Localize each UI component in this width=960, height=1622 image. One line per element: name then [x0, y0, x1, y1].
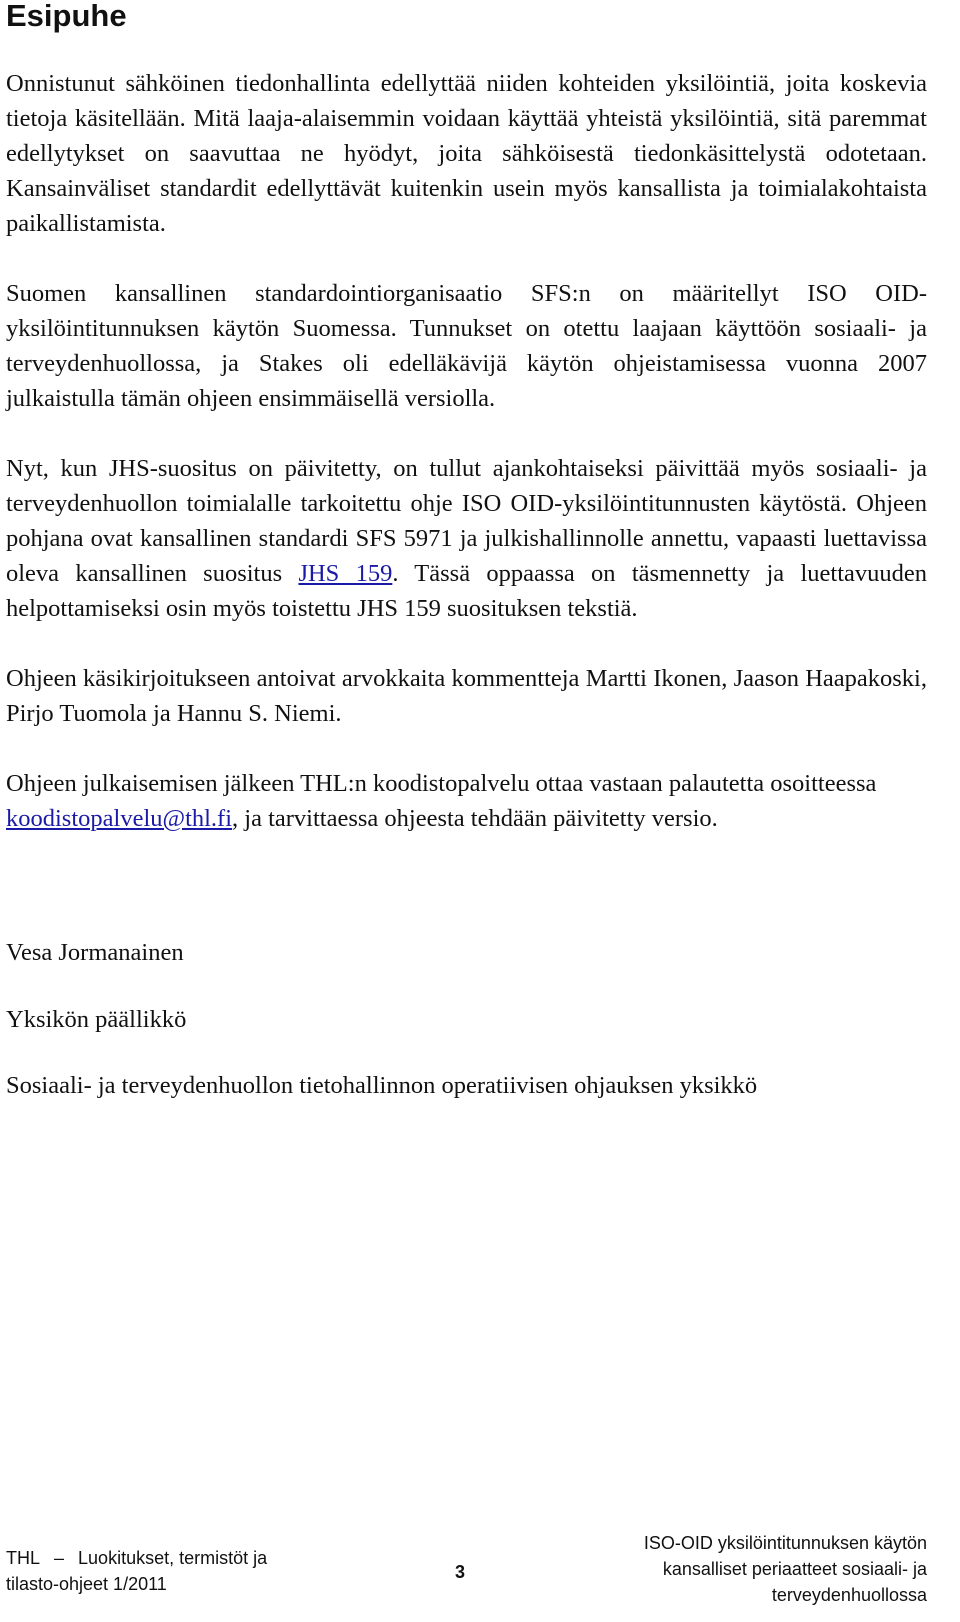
footer-series	[6, 1545, 326, 1597]
footer-org: THL	[6, 1548, 41, 1568]
footer-title-line-1: ISO-OID yksilöintitunnuksen käytön	[643, 1533, 927, 1553]
jhs-159-link[interactable]: JHS 159	[298, 560, 393, 587]
paragraph-5-text-a: Ohjeen julkaisemisen jälkeen THL:n koodistopalvelu ottaa vastaan palautetta osoitteessa	[6, 770, 877, 797]
page-heading: Esipuhe	[6, 0, 127, 33]
signature-unit: Sosiaali- ja terveydenhuollon tietohallinnon operatiivisen ohjauksen yksikkö	[6, 1072, 758, 1099]
signature-name: Vesa Jormanainen	[6, 939, 184, 966]
footer-title-line-3: terveydenhuollossa	[771, 1585, 927, 1605]
page-number: 3	[455, 1562, 466, 1582]
paragraph-1: Onnistunut sähköinen tiedonhallinta edellyttää niiden kohteiden yksilöintiä, joita koskevia tietoja käsitellään. Mitä laaja-alaisemmin voidaan käyttää yhteistä yksilöintiä, sitä paremmat edellytykset on saavuttaa ne hyödyt, joita sähköisestä tiedonkäsittelystä odotetaan. Kansainväliset standardit edellyttävät kuitenkin usein myös kansallista ja toimialakohtaista paikallistamista.	[6, 70, 927, 237]
signature-title: Yksikön päällikkö	[6, 1006, 187, 1033]
footer-doc-title	[547, 1530, 927, 1608]
paragraph-3-text-b: . Tässä oppaassa on täsmennetty ja luettavuuden helpottamiseksi osin myös toistettu JHS 159 suosituksen tekstiä.	[6, 560, 927, 622]
paragraph-2: Suomen kansallinen standardointiorganisaatio SFS:n on määritellyt ISO OID-yksilöintitunnuksen käytön Suomessa. Tunnukset on otettu laajaan käyttöön sosiaali- ja terveydenhuollossa, ja Stakes oli edelläkävijä käytön ohjeistamisessa vuonna 2007 julkaistulla tämän ohjeen ensimmäisellä versiolla.	[6, 280, 927, 412]
page-footer	[0, 1533, 960, 1622]
footer-title-line-2: kansalliset periaatteet sosiaali- ja	[662, 1559, 927, 1579]
paragraph-5-text-b: , ja tarvittaessa ohjeesta tehdään päivitetty versio.	[232, 805, 718, 832]
paragraph-3	[6, 451, 927, 626]
preface-body	[6, 66, 927, 871]
paragraph-4: Ohjeen käsikirjoitukseen antoivat arvokkaita kommentteja Martti Ikonen, Jaason Haapakoski, Pirjo Tuomola ja Hannu S. Niemi.	[6, 665, 927, 727]
paragraph-3-text-a: Nyt, kun JHS-suositus on päivitetty, on tullut ajankohtaiseksi päivittää myös sosiaali- ja terveydenhuollon toimialalle tarkoitettu ohje ISO OID-yksilöintitunnusten käytöstä. Ohjeen pohjana ovat kansallinen standardi SFS 5971 ja julkishallinnolle annettu, vapaasti luettavissa oleva kansallinen suositus	[6, 455, 927, 587]
email-link[interactable]: koodistopalvelu@thl.fi	[6, 805, 233, 832]
footer-series-line-2: tilasto-ohjeet 1/2011	[6, 1574, 167, 1594]
footer-series-line-1: Luokitukset, termistöt ja	[78, 1548, 268, 1568]
footer-dash: –	[54, 1548, 65, 1568]
paragraph-5	[6, 766, 927, 836]
